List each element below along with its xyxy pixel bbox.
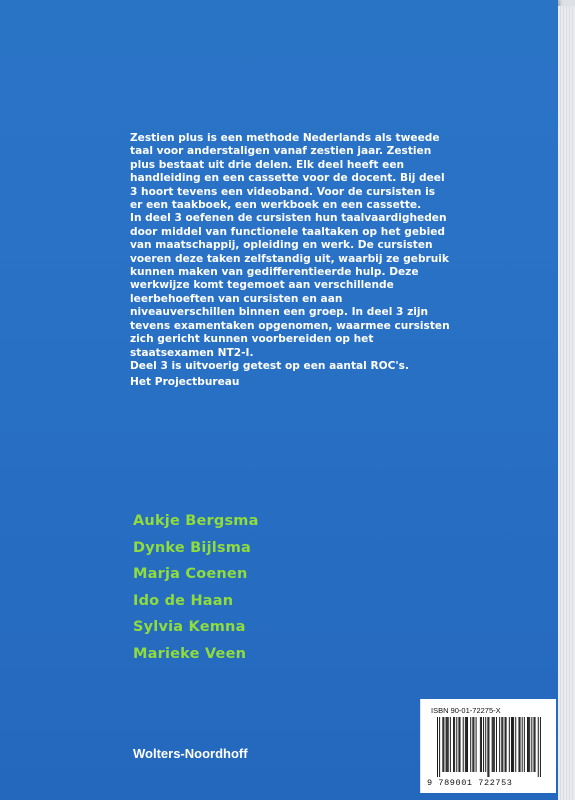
- barcode-bar: [446, 717, 447, 772]
- barcode-bar: [488, 717, 489, 777]
- blurb-paragraph-2: In deel 3 oefenen de cursisten hun taalvaardigheden door middel van functionele taaltaken op het gebied van maatschappij, opleiding en werk. De cursisten voeren deze taken zelfstandig uit, waarbij ze gebruik kunnen maken van gedifferentieerde hulp. Deze werkwijze komt tegemoet aan verschillende leerbehoeften van cursisten en aan niveauverschillen binnen een groep. In deel 3 zijn tevens examentaken opgenomen, waarmee cursisten zich gericht kunnen voorbereiden op het staatsexamen NT2-I.: [130, 212, 450, 359]
- barcode-bar: [499, 717, 500, 772]
- isbn-text: ISBN 90-01-72275-X: [431, 706, 501, 715]
- barcode-bar: [524, 717, 525, 772]
- barcode-bar: [472, 717, 473, 772]
- barcode-bar: [512, 717, 513, 772]
- barcode-bar: [505, 717, 506, 772]
- barcode-bar: [501, 717, 502, 772]
- author-list: [133, 508, 259, 667]
- barcode-bar: [506, 717, 507, 772]
- barcode-bar: [529, 717, 530, 772]
- barcode-bar: [538, 717, 539, 777]
- author-name: Marieke Veen: [133, 645, 247, 662]
- author-name: Dynke Bijlsma: [133, 539, 252, 556]
- barcode-bar: [456, 717, 457, 772]
- barcode-bar: [511, 717, 512, 772]
- barcode-bar: [527, 717, 528, 772]
- ean-number: 9 789001 722753: [427, 778, 513, 788]
- barcode-bar: [520, 717, 521, 772]
- barcode-bar: [465, 717, 466, 772]
- publisher-name: Wolters-Noordhoff: [133, 746, 248, 761]
- barcode-bar: [439, 717, 440, 777]
- barcode-bar: [515, 717, 516, 772]
- barcode-bar: [509, 717, 510, 772]
- barcode-bar: [463, 717, 464, 772]
- barcode-bar: [473, 717, 474, 772]
- barcode-bar: [522, 717, 523, 772]
- barcode-bar: [437, 717, 438, 777]
- barcode-bar: [454, 717, 455, 772]
- barcode-bar: [513, 717, 514, 772]
- blurb-paragraph-1: Zestien plus is een methode Nederlands als tweede taal voor anderstaligen vanaf zestien jaar. Zestien plus bestaat uit drie delen. Elk deel heeft een handleiding en een cassette voor de docent. Bij deel 3 hoort tevens een videoband. Voor de cursisten is er een taakboek, een werkboek en een cassette.: [130, 132, 445, 212]
- barcode-bar: [492, 717, 493, 772]
- barcode-bar: [481, 717, 482, 772]
- barcode-bar: [458, 717, 459, 772]
- barcode-bar: [487, 717, 488, 777]
- barcode-bar: [496, 717, 497, 772]
- barcode-bar: [460, 717, 461, 772]
- barcode-bar: [453, 717, 454, 772]
- barcode-bar: [502, 717, 503, 772]
- barcode-bar: [493, 717, 494, 772]
- barcode-graphic: [437, 717, 541, 777]
- blurb-signature: Het Projectbureau: [130, 376, 240, 388]
- barcode-bar: [476, 717, 477, 772]
- author-name: Sylvia Kemna: [133, 619, 246, 635]
- author-name: Aukje Bergsma: [133, 513, 259, 529]
- barcode-bar: [466, 717, 467, 772]
- barcode-bar: [447, 717, 448, 772]
- author-name: Ido de Haan: [133, 592, 234, 609]
- barcode-bar: [443, 717, 444, 772]
- barcode-bar: [535, 717, 536, 772]
- barcode-bar: [531, 717, 532, 772]
- barcode-bar: [540, 717, 541, 777]
- author-name: Marja Coenen: [133, 566, 248, 582]
- description-blurb: [130, 132, 450, 373]
- barcode-bar: [470, 717, 471, 772]
- barcode-bar: [485, 717, 486, 772]
- barcode-bar: [467, 717, 468, 772]
- barcode-bar: [518, 717, 519, 772]
- barcode-bar: [480, 717, 481, 772]
- barcode-bar: [448, 717, 449, 772]
- barcode-bar: [533, 717, 534, 772]
- barcode-bar: [494, 717, 495, 772]
- barcode-bar: [450, 717, 451, 772]
- barcode-bar: [442, 717, 443, 772]
- barcode-label: [420, 699, 556, 793]
- barcode-bar: [528, 717, 529, 772]
- blurb-paragraph-3: Deel 3 is uitvoerig getest op een aantal ROC's.: [130, 359, 410, 372]
- barcode-bar: [483, 717, 484, 772]
- page-edges: [558, 6, 575, 800]
